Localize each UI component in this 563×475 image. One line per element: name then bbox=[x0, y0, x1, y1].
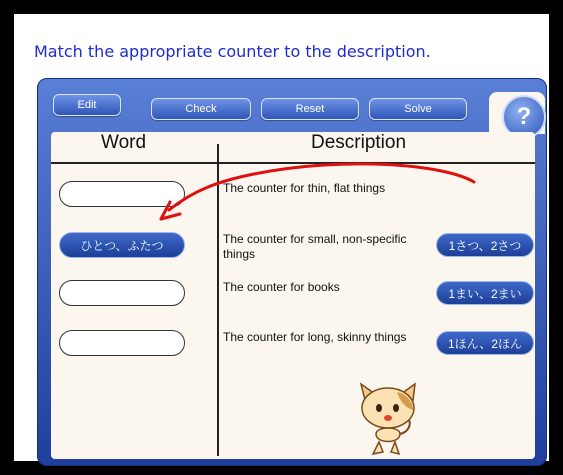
answer-tile-3[interactable]: 1ほん、2ほん bbox=[436, 331, 534, 355]
check-button[interactable]: Check bbox=[151, 98, 251, 120]
word-slot-2[interactable]: ひとつ、ふたつ bbox=[59, 232, 185, 258]
reset-button[interactable]: Reset bbox=[261, 98, 359, 120]
annotation-arrow-icon bbox=[14, 14, 549, 461]
instruction-text: Match the appropriate counter to the description. bbox=[34, 42, 431, 61]
help-icon[interactable]: ? bbox=[502, 95, 546, 139]
answer-tile-2[interactable]: 1まい、2まい bbox=[436, 281, 534, 305]
description-column-header: Description bbox=[311, 132, 407, 153]
solve-button[interactable]: Solve bbox=[369, 98, 467, 120]
description-3: The counter for books bbox=[223, 280, 340, 294]
description-4: The counter for long, skinny things bbox=[223, 330, 407, 344]
edit-button[interactable]: Edit bbox=[53, 94, 121, 116]
description-1: The counter for thin, flat things bbox=[223, 181, 386, 195]
activity-frame bbox=[14, 14, 549, 461]
description-2: The counter for small, non-specific things bbox=[223, 232, 407, 261]
word-column-header: Word bbox=[101, 132, 147, 153]
answer-tile-1[interactable]: 1さつ、2さつ bbox=[436, 233, 534, 257]
